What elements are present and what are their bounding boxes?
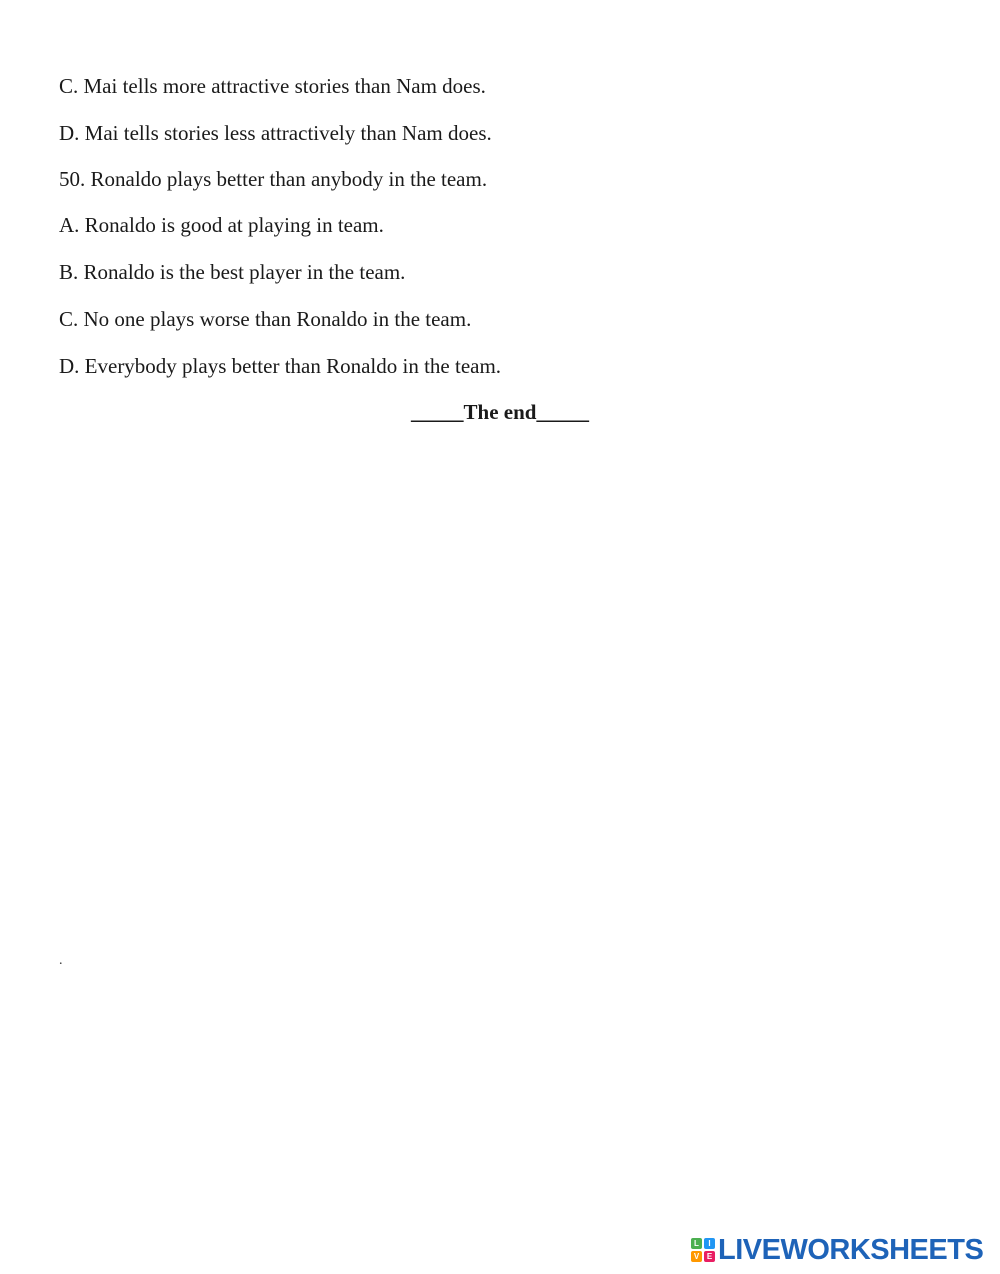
brand-name: LIVEWORKSHEETS [718, 1234, 984, 1266]
option-d-q49: D. Mai tells stories less attractively than Nam does. [59, 121, 492, 145]
the-end-heading: _____The end_____ [411, 400, 589, 424]
stray-dot: . [59, 953, 63, 968]
option-d-q50: D. Everybody plays better than Ronaldo in the team. [59, 354, 502, 378]
logo-square-v: V [691, 1251, 702, 1262]
liveworksheets-brand [691, 1235, 983, 1265]
logo-square-i: I [704, 1238, 715, 1249]
option-a-q50: A. Ronaldo is good at playing in team. [59, 213, 384, 237]
logo-square-l: L [691, 1238, 702, 1249]
liveworksheets-logo-icon [691, 1238, 715, 1262]
question-50: 50. Ronaldo plays better than anybody in the team. [59, 167, 488, 191]
option-b-q50: B. Ronaldo is the best player in the team. [59, 260, 406, 284]
logo-square-e: E [704, 1251, 715, 1262]
option-c-q50: C. No one plays worse than Ronaldo in the team. [59, 307, 472, 331]
option-c-q49: C. Mai tells more attractive stories than Nam does. [59, 74, 486, 98]
